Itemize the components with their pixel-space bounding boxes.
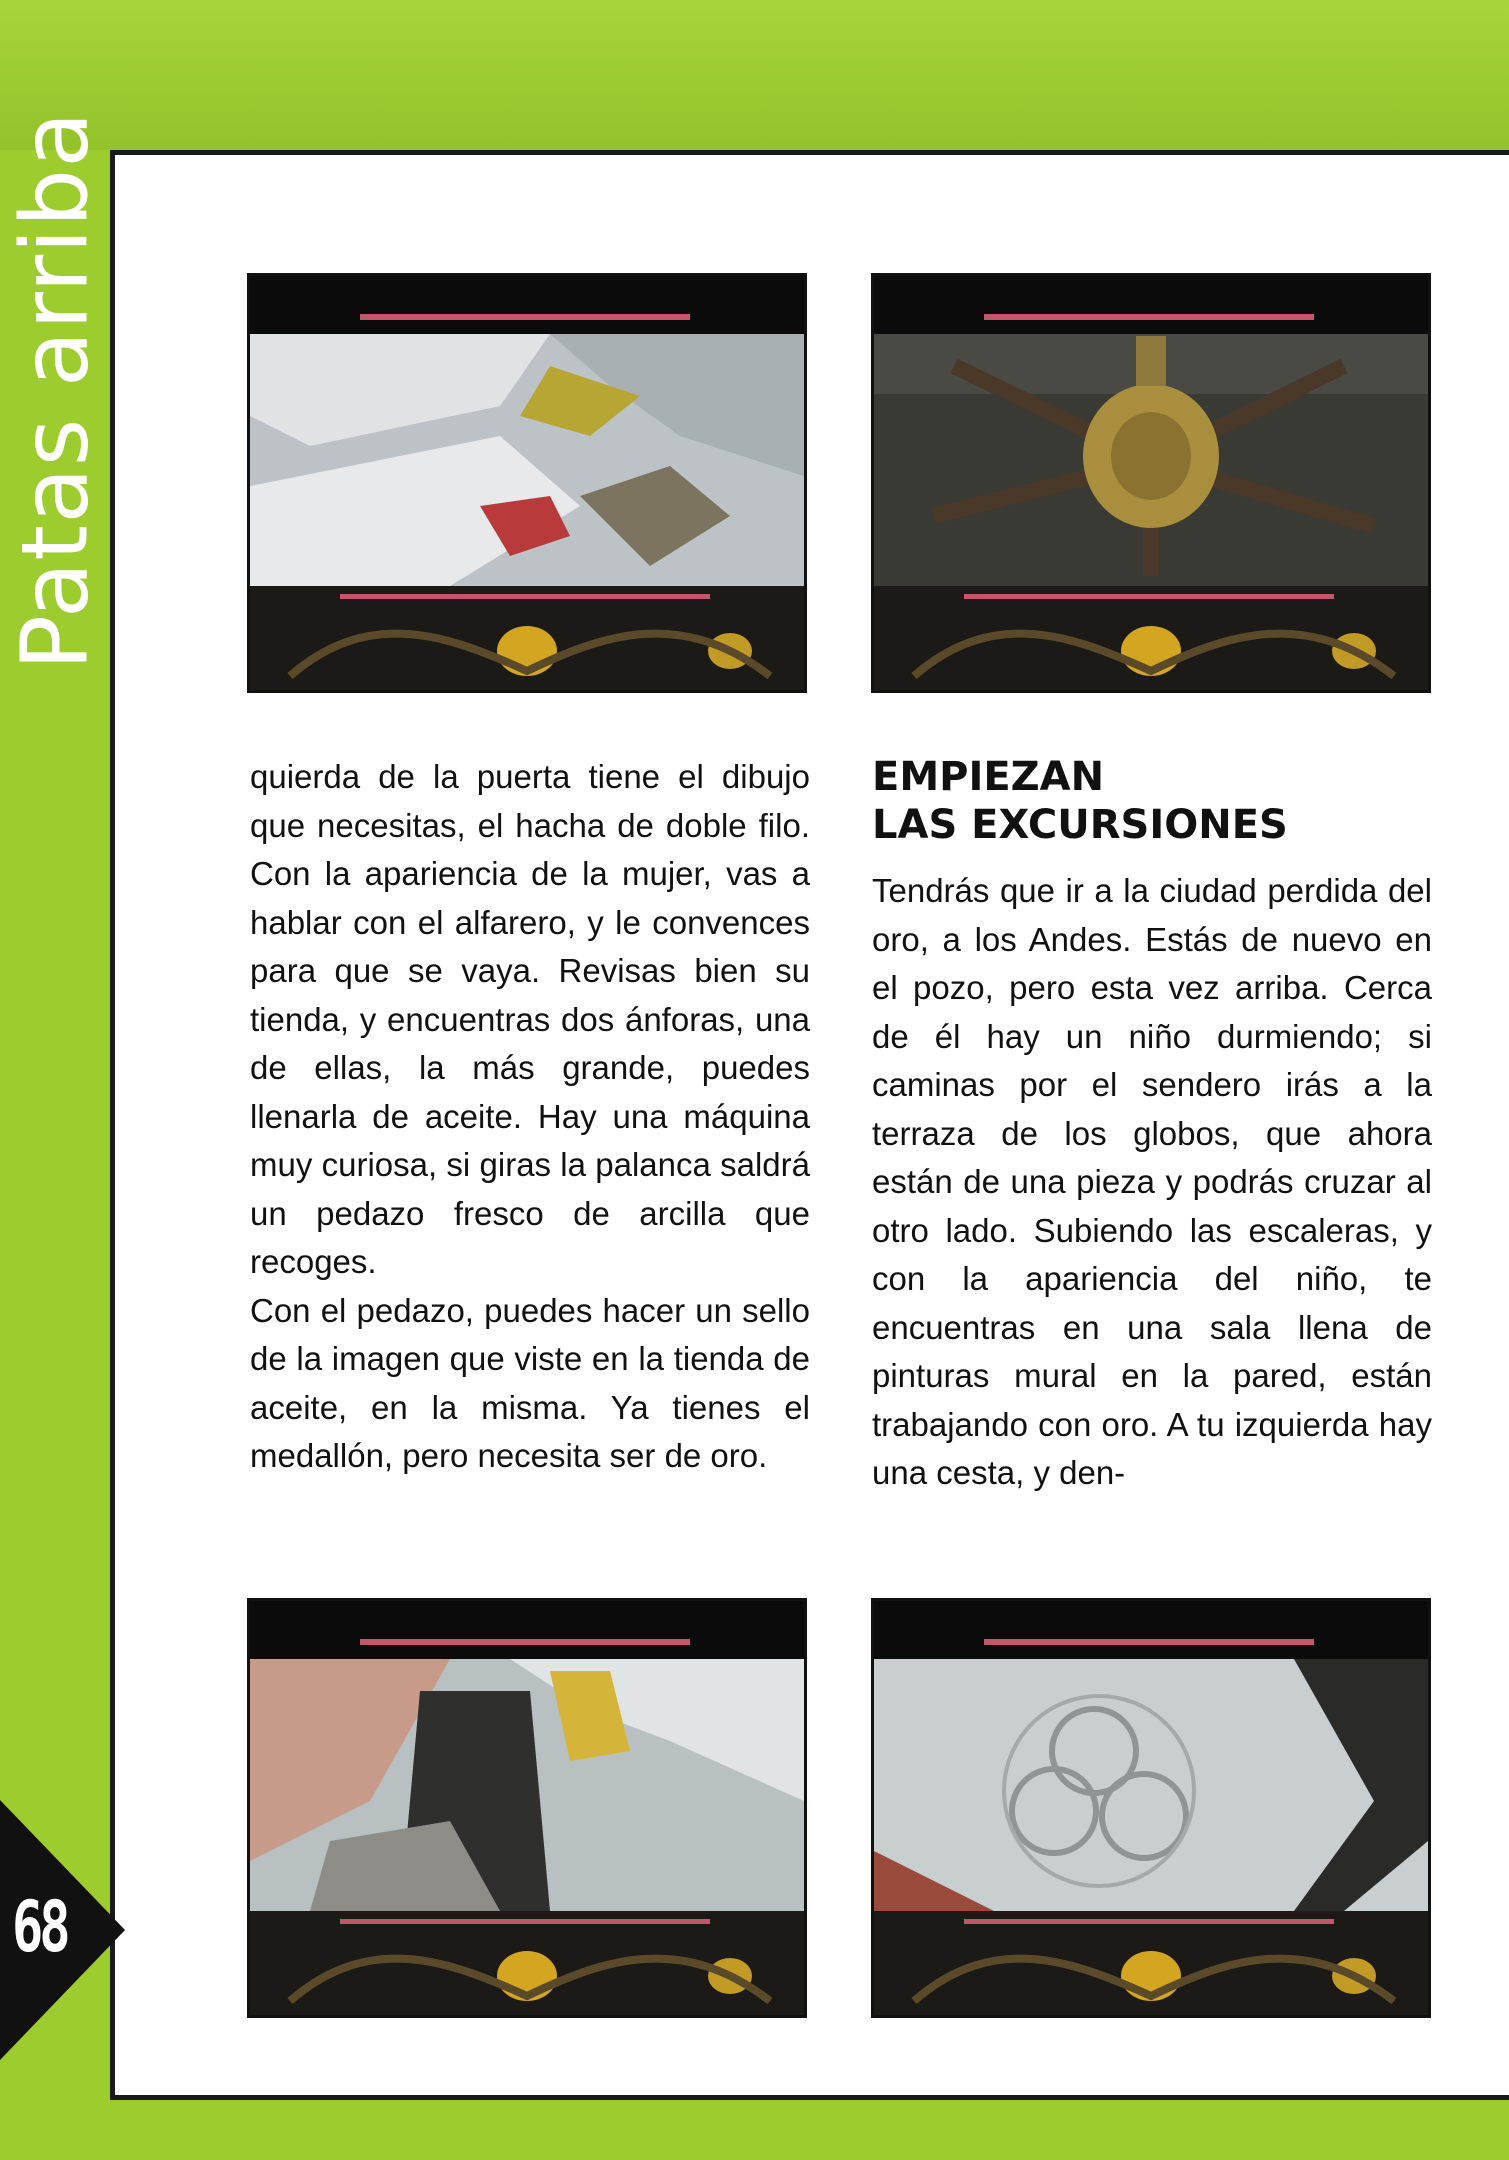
heading-line-1: EMPIEZAN xyxy=(872,754,1105,800)
screenshot-wooden-wheel-image xyxy=(874,276,1428,690)
screenshot-snowy-rocks xyxy=(247,273,807,693)
article-heading xyxy=(872,753,1432,849)
screenshot-stone-seal-image xyxy=(874,1601,1428,2015)
screenshot-stone-seal xyxy=(871,1598,1431,2018)
heading-line-2: LAS EXCURSIONES xyxy=(872,802,1288,848)
left-paragraph-2: Con el pedazo, puedes hacer un sello de la imagen que viste en la tienda de aceite, en la misma. Ya tienes el medallón, pero necesita ser de oro. xyxy=(250,1291,810,1474)
page-number: 68 xyxy=(12,1887,67,1969)
right-text-column xyxy=(872,753,1432,1498)
top-green-band xyxy=(0,0,1509,150)
left-paragraph-1: quierda de la puerta tiene el dibujo que necesitas, el hacha de doble filo. Con la apariencia de la mujer, vas a hablar con el alfarero, y le convences para que se vaya. Revisas bien su tienda, y encuentras dos ánforas, una de ellas, la más grande, puedes llenarla de aceite. Hay una máquina muy curiosa, si giras la palanca saldrá un pedazo fresco de arcilla que recoges. xyxy=(250,758,810,1280)
screenshot-snowy-cave xyxy=(247,1598,807,2018)
section-title-text: Patas arriba xyxy=(1,109,109,671)
screenshot-wooden-wheel xyxy=(871,273,1431,693)
right-paragraph: Tendrás que ir a la ciudad perdida del oro, a los Andes. Estás de nuevo en el pozo, pero esta vez arriba. Cerca de él hay un niño durmiendo; si caminas por el sendero irás a la terraza de los globos, que ahora están de una pieza y podrás cruzar al otro lado. Subiendo las escaleras, y con la apariencia del niño, te encuentras en una sala llena de pinturas mural en la pared, están trabajando con oro. A tu izquierda hay una cesta, y den- xyxy=(872,872,1432,1491)
screenshot-snowy-rocks-image xyxy=(250,276,804,690)
left-text-column xyxy=(250,753,810,1481)
screenshot-snowy-cave-image xyxy=(250,1601,804,2015)
